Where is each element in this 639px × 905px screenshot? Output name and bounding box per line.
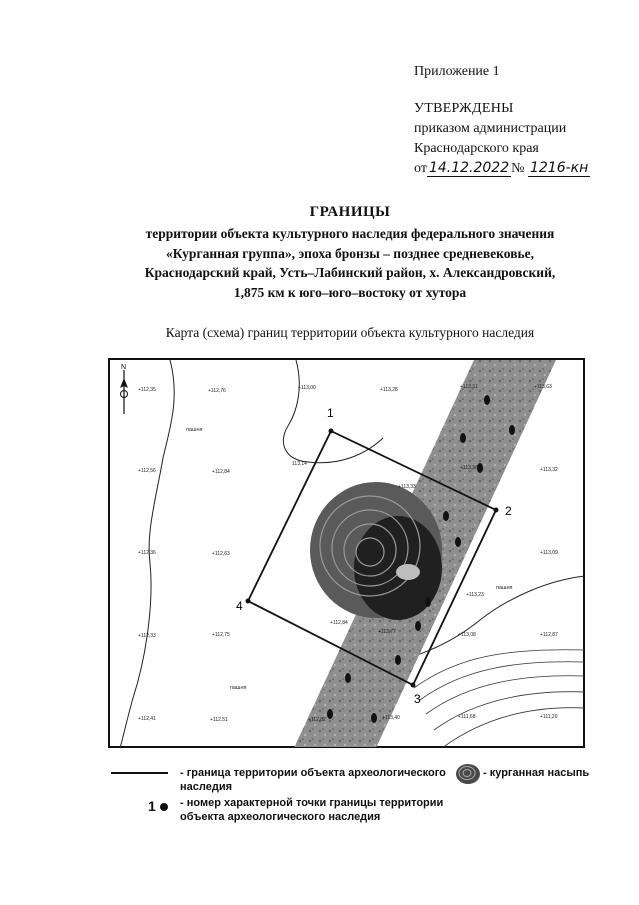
elevation-mark: +112,84	[330, 620, 348, 626]
elevation-mark: +112,76	[208, 388, 226, 394]
point-label-3: 3	[414, 692, 421, 706]
elevation-mark: +112,41	[138, 716, 156, 722]
legend-mound-icon	[455, 763, 481, 785]
order-line-1: приказом администрации	[414, 121, 567, 136]
point-label-4: 4	[236, 599, 243, 613]
elevation-mark: +112,82	[308, 717, 326, 723]
elevation-mark: +112,36	[138, 550, 156, 556]
handwritten-date: 14.12.2022	[428, 160, 510, 176]
legend-mound-text: - курганная насыпь	[483, 767, 590, 779]
elevation-mark: +111,20	[540, 714, 558, 720]
elevation-mark: +112,84	[212, 469, 230, 475]
boundary-point-4	[246, 599, 251, 604]
handwritten-number: 1216-кн	[529, 160, 589, 176]
boundary-point-2	[494, 508, 499, 513]
elevation-mark: +113,63	[534, 384, 552, 390]
land-label: пашня	[230, 685, 247, 691]
elevation-mark: +111,68	[458, 714, 476, 720]
from-label: от	[414, 161, 427, 176]
elevation-mark: +113,32	[540, 467, 558, 473]
elevation-mark: +113,33	[398, 484, 416, 490]
elevation-mark: +112,56	[138, 468, 156, 474]
elevation-mark: 113,14	[292, 461, 307, 467]
order-date-line	[414, 159, 590, 179]
boundary-point-3	[411, 683, 416, 688]
boundary-point-1	[329, 429, 334, 434]
legend-point-dot-icon	[160, 803, 168, 811]
elevation-mark: +112,35	[138, 387, 156, 393]
boundary-map	[108, 358, 585, 748]
elevation-mark: +112,75	[212, 632, 230, 638]
legend-point-text-1: - номер характерной точки границы территории	[180, 797, 444, 809]
legend-boundary-text	[180, 766, 450, 794]
elevation-mark: +113,40	[382, 715, 400, 721]
appendix-label: Приложение 1	[414, 64, 500, 79]
legend-point-text-2: объекта археологического наследия	[180, 811, 381, 823]
elevation-mark: +113,09	[540, 550, 558, 556]
north-label: N	[121, 364, 127, 371]
title-line-2: «Курганная группа», эпоха бронзы – позднее средневековье,	[165, 245, 534, 261]
elevation-mark: +113,36	[460, 465, 478, 471]
title-line-3: Краснодарский край, Усть–Лабинский район, х. Александровский,	[144, 265, 556, 280]
order-line-2: Краснодарского края	[414, 141, 539, 156]
document-title: ГРАНИЦЫ	[309, 204, 391, 220]
legend-boundary-line	[111, 772, 168, 774]
title-line-4: 1,875 км к юго–юго–востоку от хутора	[233, 284, 467, 300]
legend-boundary-text-1: - граница территории объекта археологического	[180, 767, 446, 779]
elevation-mark: +113,08	[458, 632, 476, 638]
elevation-mark: +112,33	[138, 633, 156, 639]
point-label-1: 1	[327, 406, 334, 420]
elevation-mark: +113,28	[380, 387, 398, 393]
elevation-mark: +112,63	[212, 551, 230, 557]
approved-label: УТВЕРЖДЕНЫ	[414, 101, 514, 116]
elevation-mark: +113,77	[378, 629, 396, 635]
elevation-mark: +113,31	[460, 384, 478, 390]
land-label: пашня	[186, 427, 203, 433]
legend-boundary-text-2: наследия	[180, 781, 233, 793]
elevation-mark: +113,00	[298, 385, 316, 391]
title-line-1: территории объекта культурного наследия федерального значения	[145, 226, 555, 241]
land-label: пашня	[496, 585, 513, 591]
legend-point-text	[180, 796, 470, 824]
approval-block	[414, 99, 590, 179]
document-subtitle	[60, 224, 639, 302]
elevation-mark: +112,87	[540, 632, 558, 638]
point-label-2: 2	[505, 504, 512, 518]
elevation-mark: +113,23	[466, 592, 484, 598]
elevation-mark: +112,51	[210, 717, 228, 723]
number-label: №	[511, 161, 525, 176]
map-caption: Карта (схема) границ территории объекта культурного наследия	[165, 325, 535, 340]
legend-point-number: 1	[148, 798, 156, 814]
